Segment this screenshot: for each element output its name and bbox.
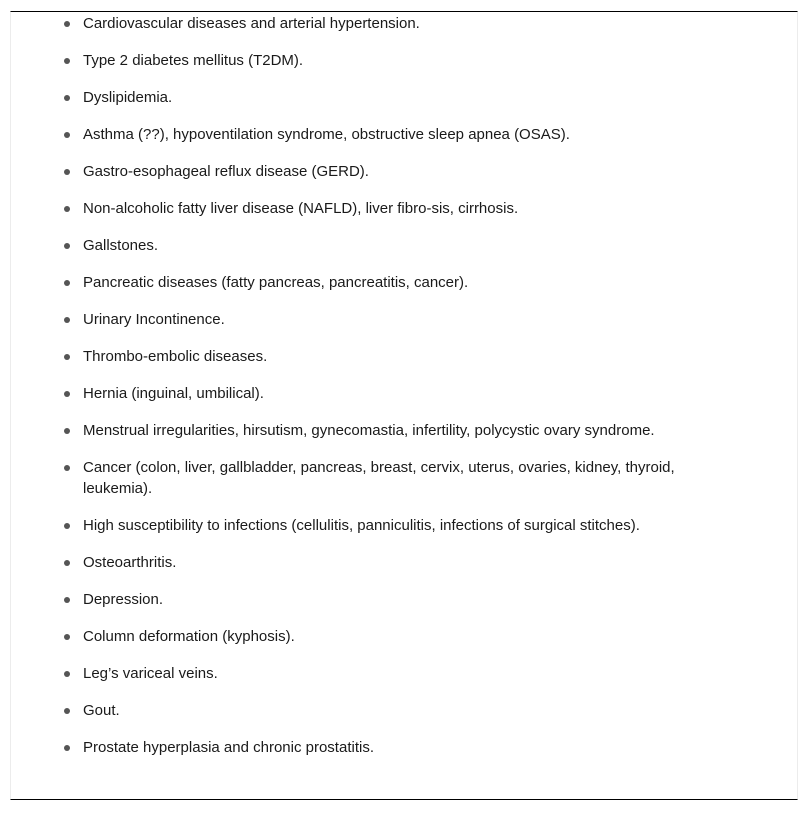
list-item bbox=[11, 420, 725, 441]
comorbidities-panel bbox=[10, 11, 798, 800]
list-item-text: Menstrual irregularities, hirsutism, gynecomastia, infertility, polycystic ovary syndrome. bbox=[83, 422, 655, 439]
bullet-icon bbox=[64, 95, 70, 101]
list-item-text: Depression. bbox=[83, 591, 164, 608]
list-item bbox=[11, 87, 242, 108]
bullet-icon bbox=[64, 317, 70, 323]
list-item bbox=[11, 50, 373, 71]
list-item bbox=[11, 309, 295, 330]
list-item bbox=[11, 161, 439, 182]
list-item bbox=[11, 13, 490, 34]
list-item bbox=[11, 383, 334, 404]
list-item bbox=[11, 663, 288, 684]
bullet-icon bbox=[64, 671, 70, 677]
list-item bbox=[11, 700, 190, 721]
list-item-text: Type 2 diabetes mellitus (T2DM). bbox=[83, 52, 304, 69]
list-item-text: Pancreatic diseases (fatty pancreas, pancreatitis, cancer). bbox=[83, 274, 469, 291]
bullet-icon bbox=[64, 21, 70, 27]
bullet-icon bbox=[64, 243, 70, 249]
bullet-icon bbox=[64, 560, 70, 566]
list-item-text: Prostate hyperplasia and chronic prostatitis. bbox=[83, 739, 374, 756]
list-item bbox=[11, 737, 444, 758]
list-item-text: Gastro-esophageal reflux disease (GERD). bbox=[83, 163, 369, 180]
bullet-icon bbox=[64, 465, 70, 471]
bullet-icon bbox=[64, 169, 70, 175]
list-item-text: Asthma (??), hypoventilation syndrome, obstructive sleep apnea (OSAS). bbox=[83, 126, 570, 143]
bullet-icon bbox=[64, 280, 70, 286]
list-item bbox=[11, 235, 228, 256]
list-item-text: Dyslipidemia. bbox=[83, 89, 173, 106]
bullet-icon bbox=[64, 745, 70, 751]
list-item-text: Leg’s variceal veins. bbox=[83, 665, 218, 682]
list-item-text: Thrombo-embolic diseases. bbox=[83, 348, 268, 365]
bullet-icon bbox=[64, 58, 70, 64]
bullet-icon bbox=[64, 132, 70, 138]
list-item-text: Hernia (inguinal, umbilical). bbox=[83, 385, 264, 402]
list-item-text: Urinary Incontinence. bbox=[83, 311, 225, 328]
list-item-text: Cancer (colon, liver, gallbladder, pancreas, breast, cervix, uterus, ovaries, kidney, thyroid, leukemia). bbox=[83, 459, 675, 497]
list-item bbox=[11, 589, 233, 610]
list-item bbox=[11, 346, 337, 367]
list-item-text: Column deformation (kyphosis). bbox=[83, 628, 295, 645]
bullet-icon bbox=[64, 354, 70, 360]
list-item bbox=[11, 626, 365, 647]
bullet-icon bbox=[64, 206, 70, 212]
bullet-icon bbox=[64, 597, 70, 603]
bullet-icon bbox=[64, 708, 70, 714]
bullet-icon bbox=[64, 428, 70, 434]
list-item bbox=[11, 272, 538, 293]
bullet-icon bbox=[64, 391, 70, 397]
list-item-text: High susceptibility to infections (cellulitis, panniculitis, infections of surgical stitches). bbox=[83, 517, 640, 534]
list-item bbox=[11, 515, 710, 536]
list-item bbox=[11, 457, 799, 499]
list-item-text: Cardiovascular diseases and arterial hypertension. bbox=[83, 15, 420, 32]
list-item bbox=[11, 552, 246, 573]
list-item bbox=[11, 124, 640, 145]
list-item-text: Gout. bbox=[83, 702, 120, 719]
bullet-icon bbox=[64, 634, 70, 640]
list-item bbox=[11, 198, 588, 219]
bullet-icon bbox=[64, 523, 70, 529]
list-item-text: Gallstones. bbox=[83, 237, 159, 254]
list-item-text: Non-alcoholic fatty liver disease (NAFLD), liver fibro-sis, cirrhosis. bbox=[83, 200, 519, 217]
list-item-text: Osteoarthritis. bbox=[83, 554, 177, 571]
